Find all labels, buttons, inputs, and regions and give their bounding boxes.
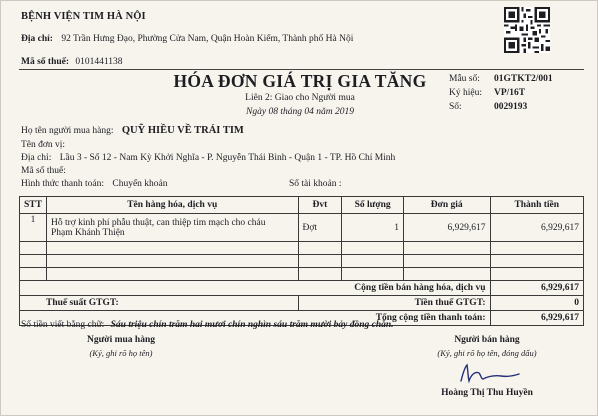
amount-in-words-label: Số tiền viết bằng chữ: <box>21 320 105 330</box>
header-stt: STT <box>20 197 47 214</box>
header-divider <box>19 69 584 70</box>
buyer-name-label: Họ tên người mua hàng: <box>21 126 114 136</box>
row-price: 6,929,617 <box>403 214 490 242</box>
vat-amount-value: 0 <box>490 296 584 311</box>
items-table <box>19 196 584 326</box>
symbol-value: VP/16T <box>494 88 526 98</box>
buyer-tax-row <box>21 166 66 176</box>
buyer-tax-label: Mã số thuế: <box>21 166 66 176</box>
table-row-empty <box>20 242 584 255</box>
buyer-name-row <box>21 125 244 136</box>
number-label: Số: <box>449 102 462 112</box>
payment-row <box>21 179 168 189</box>
buyer-address-label: Địa chỉ: <box>21 153 52 163</box>
row-unit: Đợt <box>298 214 342 242</box>
subtotal-row <box>20 281 584 296</box>
row-name-line1: Hỗ trợ kinh phí phẫu thuật, can thiệp tim mạch cho cháu <box>50 217 266 228</box>
seller-tax-value: 0101441138 <box>75 57 123 67</box>
seller-signer-name: Hoàng Thị Thu Huyền <box>441 388 533 398</box>
vat-amount-label: Tiền thuế GTGT: <box>298 296 490 311</box>
header-total: Thành tiền <box>490 197 584 214</box>
seller-tax <box>21 57 123 67</box>
seller-name: BỆNH VIỆN TIM HÀ NỘI <box>21 11 146 22</box>
vat-rate-label: Thuế suất GTGT: <box>20 296 299 311</box>
amount-in-words <box>21 320 394 330</box>
invoice-date: Ngày 08 tháng 04 năm 2019 <box>246 107 354 117</box>
header-unit: Đvt <box>298 197 342 214</box>
header-price: Đơn giá <box>403 197 490 214</box>
buyer-signature-note: (Ký, ghi rõ họ tên) <box>89 348 153 358</box>
table-row <box>20 214 584 242</box>
row-name <box>46 214 298 242</box>
account-label: Số tài khoản : <box>289 179 342 189</box>
header-qty: Số lượng <box>342 197 404 214</box>
grand-total-label: Tổng cộng tiền thanh toán: <box>20 311 491 326</box>
subtotal-value: 6,929,617 <box>490 281 584 296</box>
amount-in-words-value: Sáu triệu chín trăm hai mươi chín nghìn sáu trăm mười bảy đồng chẵn. <box>110 320 394 330</box>
subtotal-label: Cộng tiền bán hàng hóa, dịch vụ <box>20 281 491 296</box>
payment-value: Chuyển khoản <box>112 179 168 189</box>
handwritten-signature-icon <box>453 359 523 387</box>
table-header-row <box>20 197 584 214</box>
payment-label: Hình thức thanh toán: <box>21 179 104 189</box>
number-value: 0029193 <box>494 102 528 112</box>
row-name-line2: Phạm Khánh Thiện <box>50 227 125 238</box>
vat-row <box>20 296 584 311</box>
row-qty: 1 <box>342 214 404 242</box>
seller-address-label: Địa chỉ: <box>21 34 53 44</box>
buyer-address-row <box>21 153 395 163</box>
seller-tax-label: Mã số thuế: <box>21 57 70 67</box>
buyer-signature-title: Người mua hàng <box>87 335 155 345</box>
form-value: 01GTKT2/001 <box>494 74 553 84</box>
buyer-unit-label: Tên đơn vị: <box>21 140 66 150</box>
grand-total-value: 6,929,617 <box>490 311 584 326</box>
row-stt: 1 <box>20 214 47 242</box>
buyer-unit-row <box>21 140 65 150</box>
table-row-empty <box>20 255 584 268</box>
invoice-copy: Liên 2: Giao cho Người mua <box>245 93 355 103</box>
header-name: Tên hàng hóa, dịch vụ <box>46 197 298 214</box>
row-total: 6,929,617 <box>490 214 584 242</box>
invoice-title: HÓA ĐƠN GIÁ TRỊ GIA TĂNG <box>173 71 427 91</box>
form-label: Mẫu số: <box>449 74 480 84</box>
table-row-empty <box>20 268 584 281</box>
seller-signature-note: (Ký, ghi rõ họ tên, đóng dấu) <box>437 348 537 358</box>
seller-signature-title: Người bán hàng <box>454 335 520 345</box>
seller-address-value: 92 Trần Hưng Đạo, Phường Cửa Nam, Quận Hoàn Kiếm, Thành phố Hà Nội <box>61 34 354 44</box>
buyer-name: QUỸ HIỀU VỀ TRÁI TIM <box>121 125 244 136</box>
buyer-address-value: Lầu 3 - Số 12 - Nam Kỳ Khởi Nghĩa - P. Nguyễn Thái Bình - Quận 1 - TP. Hồ Chí Minh <box>59 153 396 163</box>
qr-code-icon <box>504 7 550 53</box>
seller-address <box>21 34 353 44</box>
account-row <box>289 179 342 189</box>
symbol-label: Ký hiệu: <box>449 88 482 98</box>
